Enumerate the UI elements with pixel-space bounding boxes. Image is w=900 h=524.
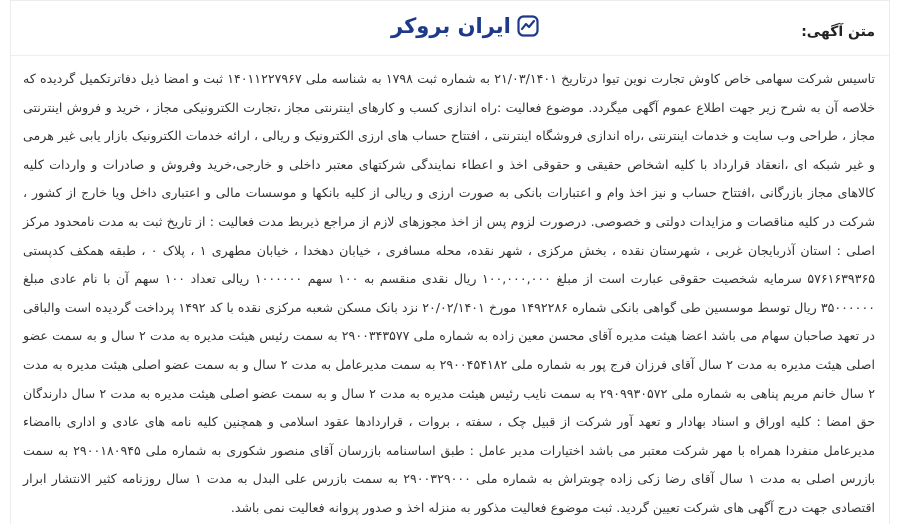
section-title: متن آگهی:: [801, 24, 875, 40]
ad-card: [10, 0, 890, 524]
site-logo[interactable]: [391, 11, 539, 41]
card-header: [11, 1, 889, 56]
ad-body-text: تاسیس شرکت سهامی خاص کاوش تجارت نوین تیوا درتاریخ ۲۱/۰۳/۱۴۰۱ به شماره ثبت ۱۷۹۸ به شناسه ملی ۱۴۰۱۱۲۲۷۹۶۷ ثبت و امضا ذیل دفاترتکمیل گردیده که خلاصه آن به شرح زیر جهت اطلاع عموم آگهی میگردد. موضوع فعالیت :راه اندازی کسب و کارهای اینترنتی مجاز ،تجارت الکترونیکی مجاز ، خرید و فروش اینترنتی مجاز ، طراحی وب سایت و خدمات اینترنتی ،راه اندازی فروشگاه اینترنتی ، افتتاح حساب های ارزی الکترونیک و ریالی ، ارائه خدمات الکترونیک بازار یابی غیر هرمی و غیر شبکه ای ،انعقاد قرارداد با کلیه اشخاص حقیقی و حقوقی اخذ و اعطاء نمایندگی شرکتهای معتبر داخلی و خارجی،خرید وفروش و صادرات و واردات کلیه کالاهای مجاز بازرگانی ،افتتاح حساب و نیز اخذ وام و اعتبارات بانکی به صورت ارزی و ریالی از کلیه بانکها و موسسات مالی و اعتباری داخل ویا خارج از کشور ، شرکت در کلیه مناقصات و مزایدات دولتی و خصوصی. درصورت لزوم پس از اخذ مجوزهای لازم از مراجع ذیربط مدت فعالیت : از تاریخ ثبت به مدت نامحدود مرکز اصلی : استان آذربایجان غربی ، شهرستان نقده ، بخش مرکزی ، شهر نقده، محله مسافری ، خیابان دهخدا ، خیابان مطهری ۱ ، پلاک ۰ ، طبقه همکف کدپستی ۵۷۶۱۶۳۹۳۶۵ سرمایه شخصیت حقوقی عبارت است از مبلغ ۱۰۰,۰۰۰,۰۰۰ ریال نقدی منقسم به ۱۰۰ سهم ۱۰۰۰۰۰۰ ریالی تعداد ۱۰۰ سهم آن با نام عادی مبلغ ۳۵۰۰۰۰۰۰ ریال توسط موسسین طی گواهی بانکی شماره ۱۴۹۲۲۸۶ مورخ ۲۰/۰۲/۱۴۰۱ نزد بانک مسکن شعبه مرکزی نقده با کد ۱۴۹۲ پرداخت گردیده است والباقی در تعهد صاحبان سهام می باشد اعضا هیئت مدیره آقای محسن معین زاده به شماره ملی ۲۹۰۰۳۴۳۵۷۷ به سمت رئیس هیئت مدیره به مدت ۲ سال و به سمت عضو اصلی هیئت مدیره به مدت ۲ سال آقای فرزان فرج پور به شماره ملی ۲۹۰۰۴۵۴۱۸۲ به سمت مدیرعامل به مدت ۲ سال و به سمت عضو اصلی هیئت مدیره به مدت ۲ سال خانم مریم پناهی به شماره ملی ۲۹۰۹۹۳۰۵۷۲ به سمت نایب رئیس هیئت مدیره به مدت ۲ سال و به سمت عضو اصلی هیئت مدیره به مدت ۲ سال دارندگان حق امضا : کلیه اوراق و اسناد بهادار و تعهد آور شرکت از قبیل چک ، سفته ، بروات ، قراردادها عقود اسلامی و همچنین کلیه نامه های عادی و اداری باامضاء مدیرعامل منفردا همراه با مهر شرکت معتبر می باشد اختیارات مدیر عامل : طبق اساسنامه بازرسان آقای منصور شکوری به شماره ملی ۲۹۰۰۱۸۰۹۴۵ به سمت بازرس اصلی به مدت ۱ سال آقای رضا زکی زاده چوبتراش به شماره ملی ۲۹۰۰۳۲۹۰۰۰ به سمت بازرس علی البدل به مدت ۱ سال روزنامه کثیر الانتشار ابرار اقتصادی جهت درج آگهی های شرکت تعیین گردید. ثبت موضوع فعالیت مذکور به منزله اخذ و صدور پروانه فعالیت نمی باشد.: [23, 71, 876, 515]
chart-line-icon: [517, 15, 539, 37]
logo-text: ایران بروکر: [391, 14, 511, 38]
